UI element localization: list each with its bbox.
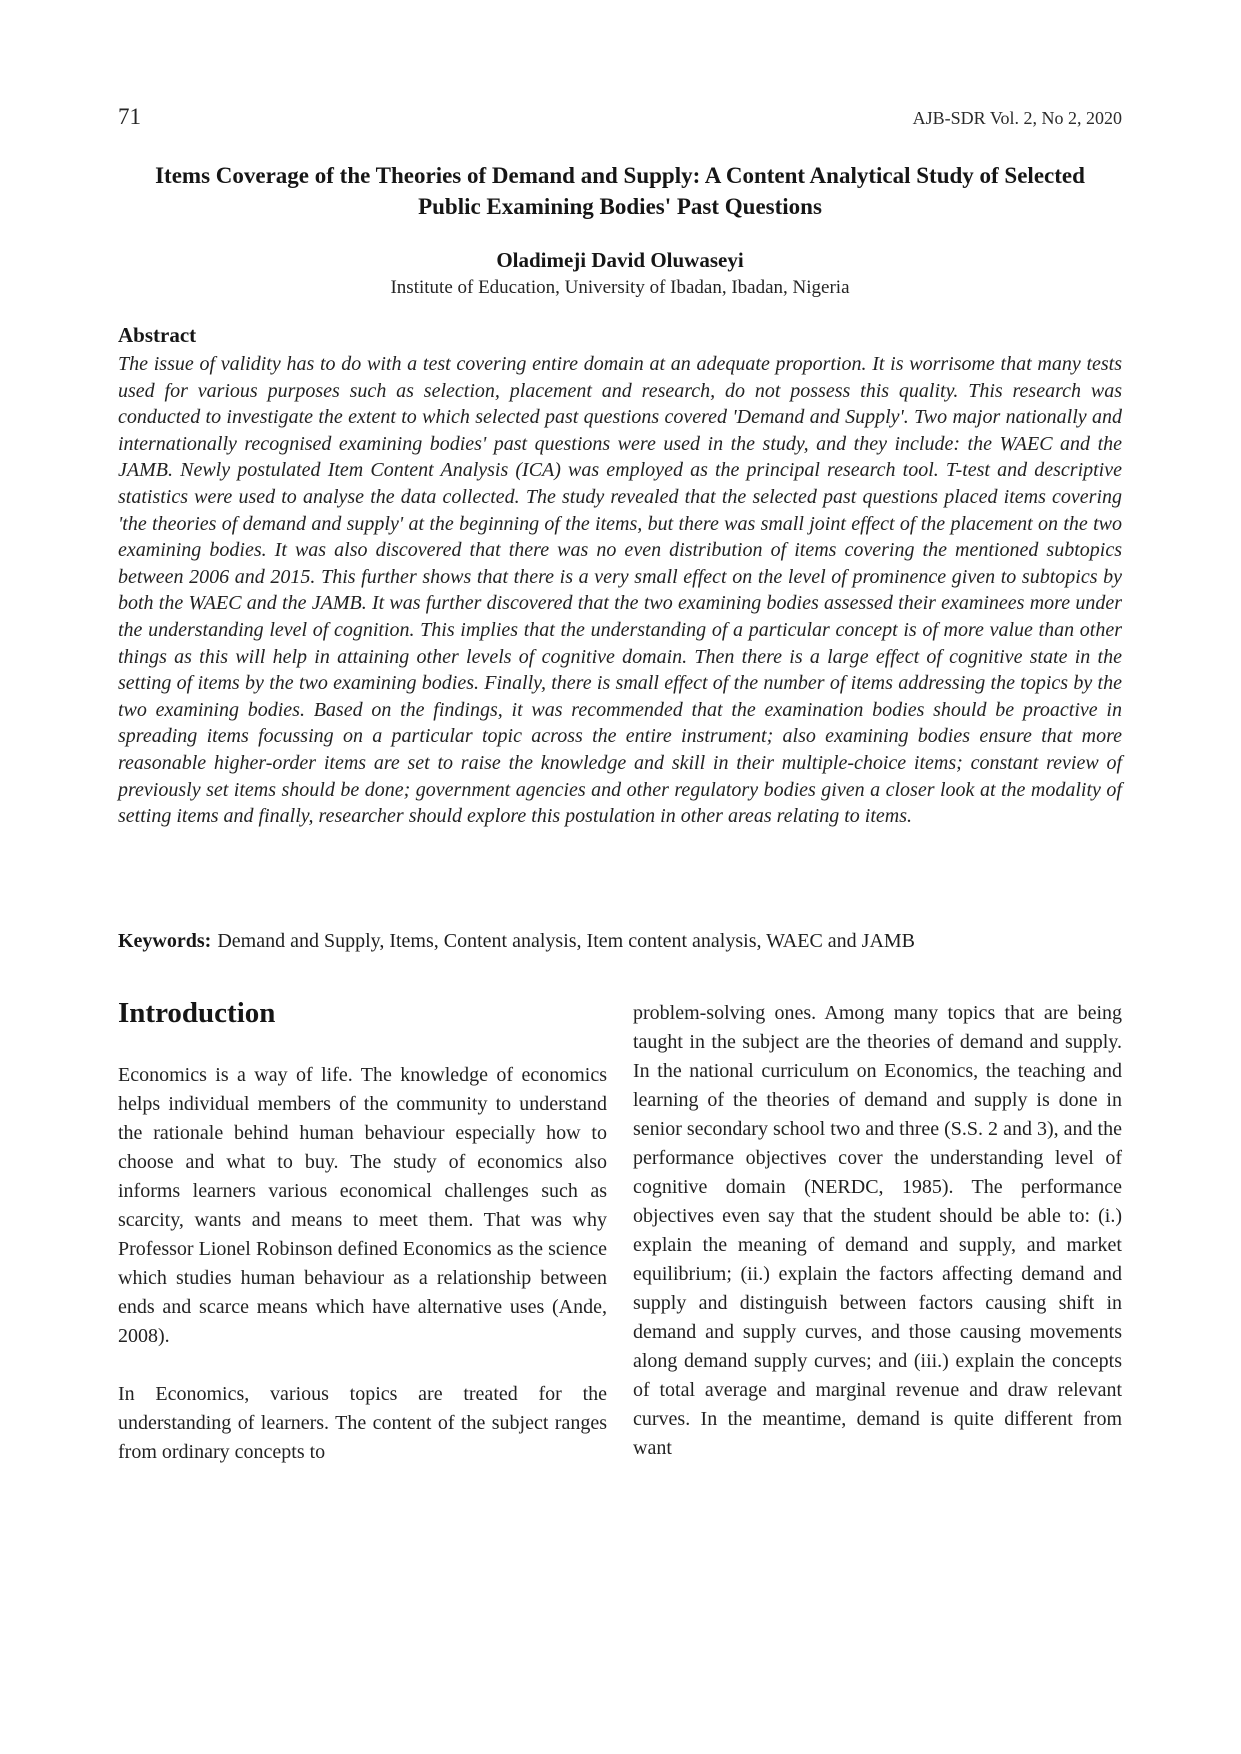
abstract-heading: Abstract [118,323,197,347]
keywords-text: Demand and Supply, Items, Content analysis, Item content analysis, WAEC and JAMB [217,929,916,952]
page-number: 71 [118,104,141,129]
introduction-left-column [118,997,607,1467]
introduction-paragraph-1: Economics is a way of life. The knowledge of economics helps individual members of the community to understand the rationale behind human behaviour especially how to choose and what to buy. The study of economics also informs learners various economical challenges such as scarcity, wants and means to meet them. That was why Professor Lionel Robinson defined Economics as the science which studies human behaviour as a relationship between ends and scarce means which have alternative uses (Ande, 2008). [118,1063,607,1347]
abstract-section [118,323,1122,830]
journal-reference: AJB-SDR Vol. 2, No 2, 2020 [912,108,1122,128]
abstract-body: The issue of validity has to do with a test covering entire domain at an adequate proportion. It is worrisome that many tests used for various purposes such as selection, placement and research, do not possess this quality. This research was conducted to investigate the extent to which selected past questions covered 'Demand and Supply'. Two major nationally and internationally recognised examining bodies' past questions were used in the study, and they include: the WAEC and the JAMB. Newly postulated Item Content Analysis (ICA) was employed as the principal research tool. T-test and descriptive statistics were used to analyse the data collected. The study revealed that the selected past questions placed items covering 'the theories of demand and supply' at the beginning of the items, but there was small joint effect of the placement on the two examining bodies. It was also discovered that there was no even distribution of items covering the mentioned subtopics between 2006 and 2015. This further shows that there is a very small effect on the level of prominence given to subtopics by both the WAEC and the JAMB. It was further discovered that the two examining bodies assessed their examinees more under the understanding level of cognition. This implies that the understanding of a particular concept is of more value than other things as this will help in attaining other levels of cognitive domain. Then there is a large effect of cognitive state in the setting of items by the two examining bodies. Finally, there is small effect of the number of items addressing the topics by the two examining bodies. Based on the findings, it was recommended that the examination bodies should be proactive in spreading items focussing on a particular topic across the entire instrument; also examining bodies ensure that more reasonable higher-order items are set to raise the knowledge and skill in their multiple-choice items; constant review of previously set items should be done; government agencies and other regulatory bodies given a closer look at the modality of setting items and finally, researcher should explore this postulation in other areas relating to items. [118,353,1122,828]
page-header [118,104,1122,130]
introduction-paragraph-3: problem-solving ones. Among many topics that are being taught in the subject are the theories of demand and supply. In the national curriculum on Economics, the teaching and learning of the theories of demand and supply is done in senior secondary school two and three (S.S. 2 and 3), and the performance objectives cover the understanding level of cognitive domain (NERDC, 1985). The performance objectives even say that the student should be able to: (i.) explain the meaning of demand and supply, and market equilibrium; (ii.) explain the factors affecting demand and supply and distinguish between factors causing shift in demand and supply curves, and those causing movements along demand supply curves; and (iii.) explain the concepts of total average and marginal revenue and draw relevant curves. In the meantime, demand is quite different from want [633,1001,1122,1459]
introduction-section [118,997,1122,1467]
introduction-paragraph-2: In Economics, various topics are treated for the understanding of learners. The content of the subject ranges from ordinary concepts to [118,1382,607,1463]
introduction-right-column [633,997,1122,1467]
author-affiliation: Institute of Education, University of Ibadan, Ibadan, Nigeria [390,277,850,298]
introduction-heading: Introduction [118,996,276,1029]
keywords-label: Keywords: [118,929,212,952]
author-name: Oladimeji David Oluwaseyi [496,248,744,272]
keywords-line [118,930,1122,953]
author-block [118,248,1122,299]
paper-title: Items Coverage of the Theories of Demand and Supply: A Content Analytical Study of Selected Public Examining Bodies' Past Questions [155,163,1085,219]
